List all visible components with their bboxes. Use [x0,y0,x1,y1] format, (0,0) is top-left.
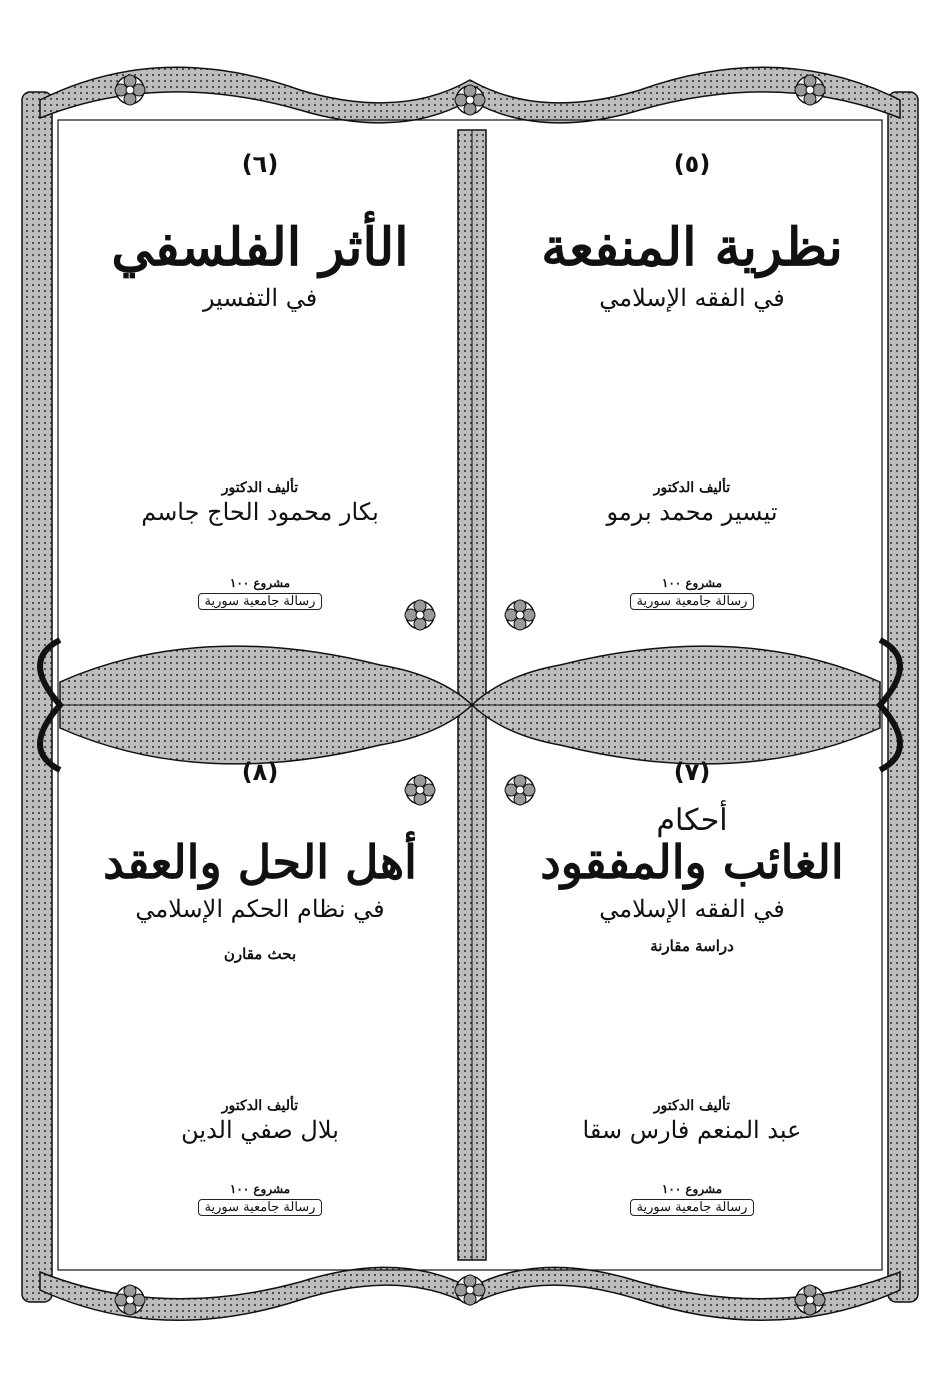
book-title: الغائب والمفقود [540,835,844,889]
project-label: مشروع ١٠٠ [661,1182,723,1196]
book-panel-6 [50,150,470,670]
author-name: بلال صفي الدين [181,1116,339,1144]
series-badge: رسالة جامعية سورية [198,593,323,610]
book-subtitle: في التفسير [202,283,318,312]
book-subtitle: في الفقه الإسلامي [599,894,785,923]
book-pretitle: أحكام [656,803,728,838]
author-name: عبد المنعم فارس سقا [582,1116,802,1144]
author-label: تأليف الدكتور [653,480,731,496]
book-panel-7 [482,758,902,1238]
book-title: الأثر الفلسفي [111,217,409,278]
study-type: دراسة مقارنة [650,936,734,955]
book-number: (٦) [241,150,279,178]
author-name: بكار محمود الحاج جاسم [141,498,379,526]
study-type: بحث مقارن [223,944,297,963]
book-number: (٨) [241,758,279,786]
author-label: تأليف الدكتور [221,1098,299,1114]
series-badge: رسالة جامعية سورية [630,593,755,610]
project-label: مشروع ١٠٠ [229,1182,291,1196]
book-subtitle: في نظام الحكم الإسلامي [135,894,385,923]
project-label: مشروع ١٠٠ [229,576,291,590]
author-label: تأليف الدكتور [653,1098,731,1114]
project-label: مشروع ١٠٠ [661,576,723,590]
book-panel-8 [50,758,470,1238]
book-title: نظرية المنفعة [541,217,843,278]
book-subtitle: في الفقه الإسلامي [599,283,785,312]
series-badge: رسالة جامعية سورية [198,1199,323,1216]
book-panel-5 [482,150,902,670]
series-badge: رسالة جامعية سورية [630,1199,755,1216]
book-number: (٥) [673,150,711,178]
book-number: (٧) [673,758,711,786]
author-label: تأليف الدكتور [221,480,299,496]
author-name: تيسير محمد برمو [606,498,778,526]
book-title: أهل الحل والعقد [103,835,417,889]
